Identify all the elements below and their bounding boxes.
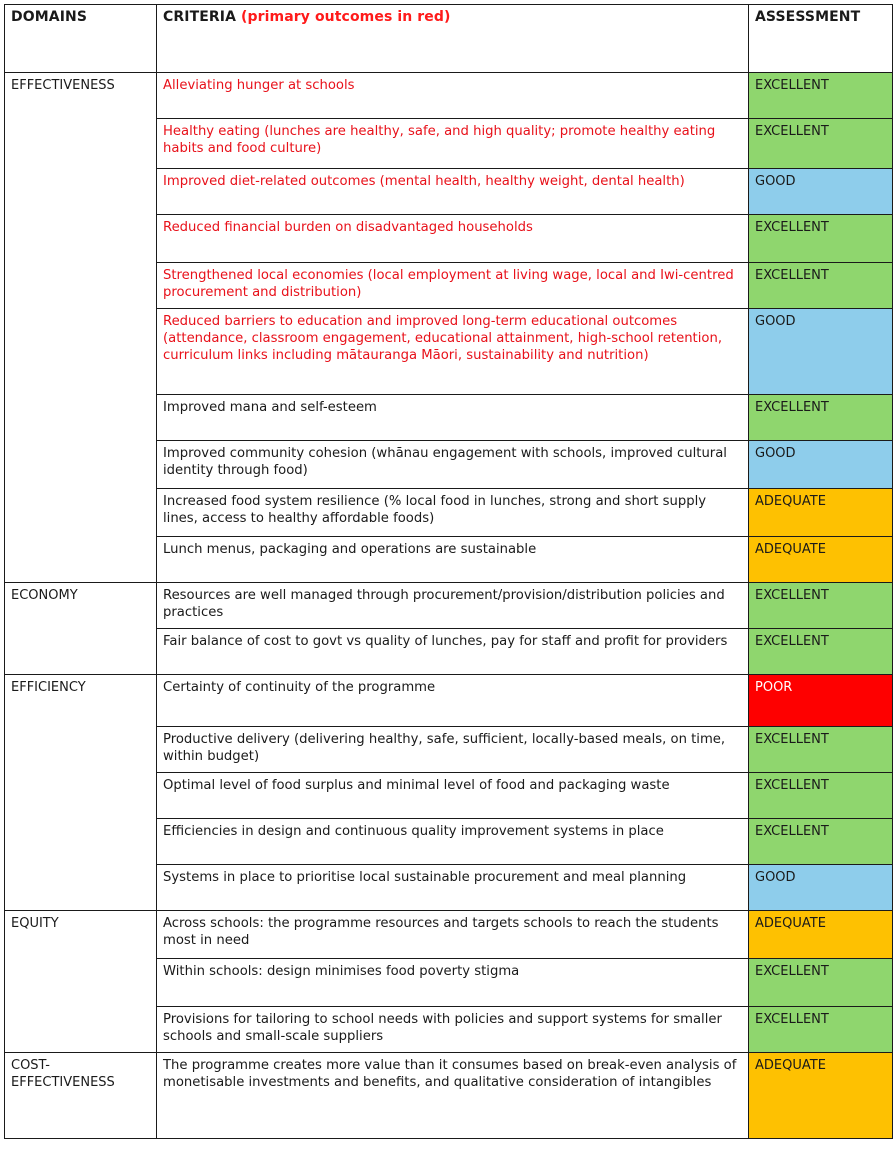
assessment-badge: EXCELLENT (749, 119, 893, 169)
assessment-badge: EXCELLENT (749, 215, 893, 263)
domains-header: DOMAINS (5, 5, 157, 73)
domain-cell: EFFECTIVENESS (5, 73, 157, 583)
criterion-cell: Systems in place to prioritise local sustainable procurement and meal planning (157, 865, 749, 911)
criterion-cell: Alleviating hunger at schools (157, 73, 749, 119)
table-row (5, 1053, 893, 1139)
criterion-cell: Certainty of continuity of the programme (157, 675, 749, 727)
table-row (5, 73, 893, 119)
assessment-badge: EXCELLENT (749, 583, 893, 629)
assessment-badge: EXCELLENT (749, 73, 893, 119)
criterion-cell: Strengthened local economies (local employment at living wage, local and Iwi-centred procurement and distribution) (157, 263, 749, 309)
criterion-cell: The programme creates more value than it consumes based on break-even analysis of monetisable investments and benefits, and qualitative consideration of intangibles (157, 1053, 749, 1139)
criterion-cell: Improved community cohesion (whānau engagement with schools, improved cultural identity through food) (157, 441, 749, 489)
criterion-cell: Within schools: design minimises food poverty stigma (157, 959, 749, 1007)
assessment-header: ASSESSMENT (749, 5, 893, 73)
assessment-badge: EXCELLENT (749, 773, 893, 819)
criterion-cell: Provisions for tailoring to school needs with policies and support systems for smaller schools and small-scale suppliers (157, 1007, 749, 1053)
assessment-badge: EXCELLENT (749, 1007, 893, 1053)
criterion-cell: Fair balance of cost to govt vs quality of lunches, pay for staff and profit for providers (157, 629, 749, 675)
assessment-badge: EXCELLENT (749, 629, 893, 675)
criterion-cell: Optimal level of food surplus and minimal level of food and packaging waste (157, 773, 749, 819)
assessment-badge: POOR (749, 675, 893, 727)
domain-cell: EQUITY (5, 911, 157, 1053)
criteria-header-label: CRITERIA (163, 9, 237, 25)
table-row (5, 583, 893, 629)
assessment-badge: ADEQUATE (749, 1053, 893, 1139)
assessment-badge: ADEQUATE (749, 537, 893, 583)
criterion-cell: Improved diet-related outcomes (mental health, healthy weight, dental health) (157, 169, 749, 215)
criterion-cell: Productive delivery (delivering healthy, safe, sufficient, locally-based meals, on time, within budget) (157, 727, 749, 773)
criterion-cell: Across schools: the programme resources and targets schools to reach the students most in need (157, 911, 749, 959)
criterion-cell: Healthy eating (lunches are healthy, safe, and high quality; promote healthy eating habits and food culture) (157, 119, 749, 169)
assessment-badge: ADEQUATE (749, 911, 893, 959)
criteria-header (157, 5, 749, 73)
evaluation-rubric-table (4, 4, 893, 1139)
assessment-badge: GOOD (749, 309, 893, 395)
assessment-badge: EXCELLENT (749, 395, 893, 441)
assessment-badge: EXCELLENT (749, 819, 893, 865)
criterion-cell: Increased food system resilience (% local food in lunches, strong and short supply lines, access to healthy affordable foods) (157, 489, 749, 537)
assessment-badge: GOOD (749, 441, 893, 489)
domain-cell: COST- EFFECTIVENESS (5, 1053, 157, 1139)
assessment-badge: EXCELLENT (749, 959, 893, 1007)
assessment-badge: GOOD (749, 169, 893, 215)
table-row (5, 675, 893, 727)
rubric-body (5, 73, 893, 1139)
assessment-badge: EXCELLENT (749, 727, 893, 773)
criterion-cell: Reduced barriers to education and improved long-term educational outcomes (attendance, classroom engagement, educational attainment, high-school retention, curriculum links including mātauranga Māori, sustainability and nutrition) (157, 309, 749, 395)
criterion-cell: Reduced financial burden on disadvantaged households (157, 215, 749, 263)
criterion-cell: Improved mana and self-esteem (157, 395, 749, 441)
domain-cell: ECONOMY (5, 583, 157, 675)
assessment-badge: EXCELLENT (749, 263, 893, 309)
assessment-badge: ADEQUATE (749, 489, 893, 537)
criterion-cell: Efficiencies in design and continuous quality improvement systems in place (157, 819, 749, 865)
criterion-cell: Resources are well managed through procurement/provision/distribution policies and practices (157, 583, 749, 629)
criterion-cell: Lunch menus, packaging and operations are sustainable (157, 537, 749, 583)
assessment-badge: GOOD (749, 865, 893, 911)
header-row (5, 5, 893, 73)
criteria-header-note: (primary outcomes in red) (241, 9, 451, 25)
table-row (5, 911, 893, 959)
domain-cell: EFFICIENCY (5, 675, 157, 911)
